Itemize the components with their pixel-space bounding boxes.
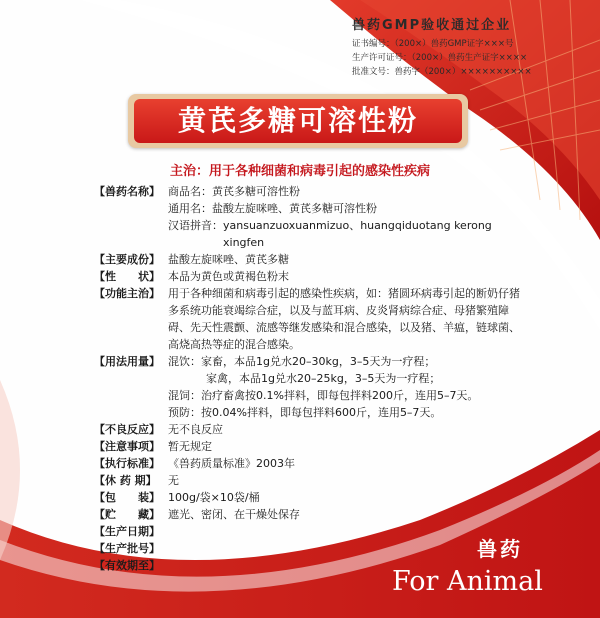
row-storage bbox=[94, 506, 524, 523]
row-label: 【用法用量】 bbox=[94, 355, 160, 368]
trade-name-key: 商品名： bbox=[168, 185, 212, 198]
gmp-license-no: 生产许可证号：（200×）兽药生产证字×××× bbox=[352, 53, 528, 63]
row-value: 暂无规定 bbox=[168, 440, 212, 453]
row-adverse bbox=[94, 421, 524, 438]
mix-drink-livestock: 家畜，本品1g兑水20–30kg，3–5天为一疗程； bbox=[201, 355, 436, 368]
prevention-value: 按0.04%拌料，即每包拌料600斤，连用5–7天。 bbox=[201, 406, 442, 419]
row-label: 【休 药 期】 bbox=[94, 474, 157, 487]
row-indication bbox=[94, 285, 524, 353]
product-info-table bbox=[94, 183, 524, 574]
row-drug-name bbox=[94, 183, 524, 251]
row-label: 【生产日期】 bbox=[94, 525, 160, 538]
row-label: 【功能主治】 bbox=[94, 287, 160, 300]
row-label: 【有效期至】 bbox=[94, 559, 160, 572]
generic-name-key: 通用名： bbox=[168, 202, 212, 215]
for-animal-mark: For Animal bbox=[392, 566, 543, 597]
gmp-cert-no: 证书编号：（200×）兽药GMP证字×××号 bbox=[352, 39, 514, 49]
row-value: 遮光、密闭、在干燥处保存 bbox=[168, 508, 300, 521]
mix-drink-poultry: 家禽，本品1g兑水20–25kg，3–5天为一疗程； bbox=[206, 372, 441, 385]
generic-name-value: 盐酸左旋咪唑、黄芪多糖可溶性粉 bbox=[212, 202, 377, 215]
row-value: 用于各种细菌和病毒引起的感染性疾病，如：猪圆环病毒引起的断奶仔猪多系统功能衰竭综合症，以及与蓝耳病、皮炎肾病综合症、母猪繁殖障碍、先天性震颤、流感等继发感染和混合感染，以及猪、羊瘟，链球菌、高烧高热等症的混合感染。 bbox=[168, 287, 520, 351]
pinyin-value: yansuanzuoxuanmizuo、huangqiduotang kerong xingfen bbox=[223, 219, 492, 249]
row-value: 无 bbox=[168, 474, 179, 487]
row-value bbox=[168, 523, 524, 540]
veterinary-drug-mark: 兽药 bbox=[477, 537, 523, 561]
row-withdrawal bbox=[94, 472, 524, 489]
row-notes bbox=[94, 438, 524, 455]
pinyin-key: 汉语拼音： bbox=[168, 219, 223, 232]
row-value: 本品为黄色或黄褐色粉末 bbox=[168, 270, 289, 283]
row-label: 【生产批号】 bbox=[94, 542, 160, 555]
row-dosage bbox=[94, 353, 524, 421]
row-value: 100g/袋×10袋/桶 bbox=[168, 491, 260, 504]
gmp-certification-block bbox=[352, 14, 592, 79]
mix-drink-key: 混饮： bbox=[168, 355, 201, 368]
gmp-heading: 兽药GMP验收通过企业 bbox=[352, 18, 512, 33]
row-value: 盐酸左旋咪唑、黄芪多糖 bbox=[168, 253, 289, 266]
row-ingredients bbox=[94, 251, 524, 268]
product-title: 黄芪多糖可溶性粉 bbox=[134, 99, 462, 143]
row-batch bbox=[94, 540, 524, 557]
product-title-banner bbox=[128, 94, 468, 148]
row-value: 无不良反应 bbox=[168, 423, 223, 436]
indication-headline: 主治：用于各种细菌和病毒引起的感染性疾病 bbox=[169, 164, 430, 179]
trade-name-value: 黄芪多糖可溶性粉 bbox=[212, 185, 300, 198]
row-package bbox=[94, 489, 524, 506]
row-label: 【主要成份】 bbox=[94, 253, 160, 266]
row-appearance bbox=[94, 268, 524, 285]
mix-feed-value: 治疗畜禽按0.1%拌料，即每包拌料200斤，连用5–7天。 bbox=[201, 389, 479, 402]
row-value bbox=[168, 540, 524, 557]
row-label: 【执行标准】 bbox=[94, 457, 160, 470]
row-label: 【性 状】 bbox=[94, 270, 160, 283]
row-label: 【包 装】 bbox=[94, 491, 160, 504]
row-label: 【不良反应】 bbox=[94, 423, 160, 436]
row-label: 【兽药名称】 bbox=[94, 185, 160, 198]
prevention-key: 预防： bbox=[168, 406, 201, 419]
row-standard bbox=[94, 455, 524, 472]
row-value: 《兽药质量标准》2003年 bbox=[168, 457, 295, 470]
row-mfg-date bbox=[94, 523, 524, 540]
row-label: 【贮 藏】 bbox=[94, 508, 160, 521]
gmp-approval-no: 批准文号：兽药字（200×）×××××××××× bbox=[352, 67, 532, 77]
row-label: 【注意事项】 bbox=[94, 440, 160, 453]
mix-feed-key: 混饲： bbox=[168, 389, 201, 402]
